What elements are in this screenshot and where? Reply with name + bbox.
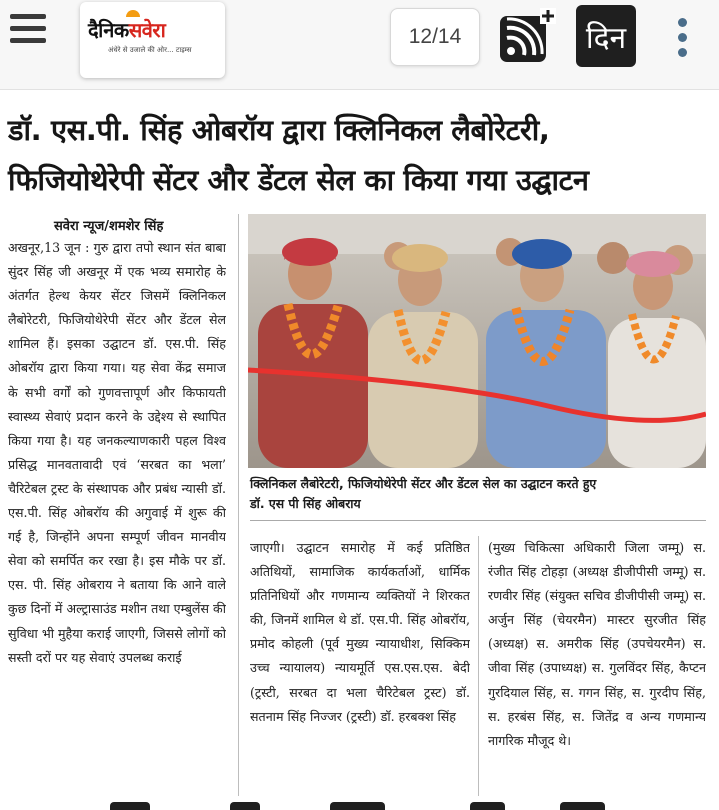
article-column-2: जाएगी। उद्घाटन समारोह में कई प्रतिष्ठित अतिथियों, सामाजिक कार्यकर्ताओं, धार्मिक प्रतिनिधियों और गणमान्य व्यक्तियों ने शिरकत की, जिनमें शामिल थे डॉ. एस.पी. सिंह ओबरॉय, प्रमोद कोहली (पूर्व मुख्य न्यायाधीश, सिक्किम उच्च न्यायालय) न्यायमूर्ति एस.एस.एस. बेदी (ट्रस्टी, सरबत दा भला चैरिटेबल ट्रस्ट) डॉ. सतनाम सिंह निज्जर (ट्रस्टी) डॉ. हरबक्श सिंह (250, 540, 470, 724)
newspaper-logo[interactable] (80, 2, 225, 78)
photo-caption-line-1: क्लिनिकल लैबोरेटरी, फिजियोथेरेपी सेंटर और डेंटल सेल का उद्घाटन करते हुए (250, 476, 597, 491)
headline-line-2: फिजियोथेरेपी सेंटर और डेंटल सेल का किया गया उद्घाटन (8, 163, 589, 197)
article-column-1: अखनूर,13 जून : गुरु द्वारा तपो स्थान संत बाबा सुंदर सिंह जी अखनूर में एक भव्य समारोह के अंतर्गत हेल्थ केयर सेंटर जिसमें क्लिनिकल लैबोरेटरी, फिजियोथेरेपी सेंटर और डेंटल सेल शामिल हैं। इसका उद्घाटन डॉ. एस.पी. सिंह ओबरॉय द्वारा किया गया। यह सेवा केंद्र समाज के सभी वर्गों को गुणवत्तापूर्ण और किफायती स्वास्थ्य सेवाएं प्रदान करने के उद्देश्य से स्थापित किया गया है। यह जनकल्याणकारी पहल विश्व प्रसिद्ध मानवतावादी एवं ‘सरबत का भला’ चैरिटेबल ट्रस्ट के संस्थापक और प्रबंध न्यासी डॉ. एस.पी. सिंह ओबरॉय की अगुवाई में शुरू की गई है, जिन्होंने अपना सम्पूर्ण जीवन मानवीय सेवा को समर्पित कर रखा है। इस मौके पर डॉ. एस. पी. सिंह ओबराय ने बताया कि आने वाले कुछ दिनों में अल्ट्रासाउंड मशीन तथा एम्बुलेंस की सुविधा भी मुहैया कराई जाएगी, जिससे लोगों को सस्ती दरों पर यह सेवाएं उपलब्ध कराई (8, 240, 226, 665)
inauguration-photo-illustration (248, 214, 706, 468)
logo-tagline: अंधेरे से उजाले की ओर... टाइम्स (108, 46, 192, 54)
logo-title: दैनिकसवेरा (88, 18, 166, 42)
article-photo[interactable] (248, 214, 706, 468)
rss-add-icon[interactable] (497, 6, 557, 66)
caption-divider (250, 520, 706, 521)
hamburger-menu-icon[interactable] (10, 14, 46, 48)
next-article-peek (0, 796, 719, 810)
article-column-3: (मुख्य चिकित्सा अधिकारी जिला जम्मू) स. रंजीत सिंह टोहड़ा (अध्यक्ष डीजीपीसी जम्मू) स. रणवीर सिंह (संयुक्त सचिव डीजीपीसी जम्मू) स. अर्जुन सिंह (चेयरमैन) मास्टर सुरजीत सिंह (अध्यक्ष) स. अमरीक सिंह (उपचेयरमैन) स. जीवा सिंह (उपाध्यक्ष) स. गुलविंदर सिंह, कैप्टन गुरदियाल सिंह, स. गगन सिंह, स. गुरदीप सिंह, स. हरबंस सिंह, स. जितेंद्र व अन्य गणमान्य नागरिक मौजूद थे। (488, 540, 706, 748)
top-toolbar (0, 0, 719, 90)
byline: सवेरा न्यूज/शमशेर सिंह (54, 219, 164, 234)
photo-caption (250, 474, 706, 514)
headline-line-1: डॉ. एस.पी. सिंह ओबरॉय द्वारा क्लिनिकल लैबोरेटरी, (8, 113, 550, 147)
photo-caption-line-2: डॉ. एस पी सिंह ओबराय (250, 496, 361, 511)
column-divider-1 (238, 214, 239, 804)
day-mode-button[interactable]: दिन (576, 5, 636, 67)
page-indicator[interactable]: 12/14 (390, 8, 480, 66)
column-divider-2 (478, 536, 479, 804)
vertical-more-icon[interactable] (670, 18, 694, 64)
